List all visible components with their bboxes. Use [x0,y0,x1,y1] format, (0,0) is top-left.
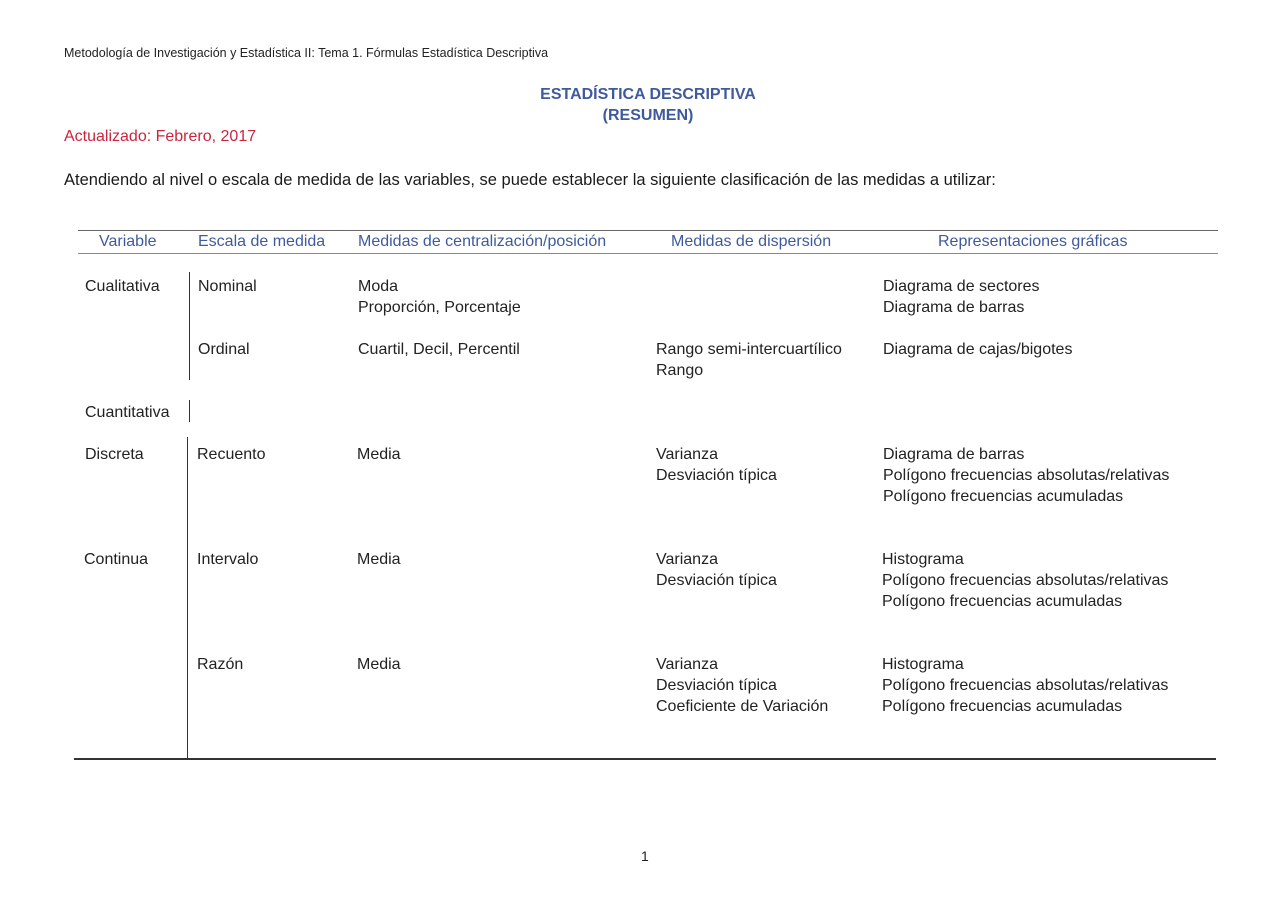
dispersion-item: Rango semi-intercuartílico [656,341,842,358]
table-bottom-rule [74,758,1216,760]
column-divider-middle [189,400,190,422]
dispersion-item: Varianza [656,656,718,673]
column-header-scale: Escala de medida [198,233,326,250]
document-subtitle: (RESUMEN) [602,107,694,124]
variable-cell: Cuantitativa [85,404,170,421]
column-header-variable: Variable [99,233,157,250]
variable-cell: Cualitativa [85,278,160,295]
scale-cell: Recuento [197,446,266,463]
central-cell [357,654,401,675]
graph-item: Diagrama de barras [883,446,1025,463]
graph-item: Histograma [882,551,964,568]
table-top-rule [78,230,1218,231]
column-header-central: Medidas de centralización/posición [358,233,607,250]
central-cell [358,276,521,318]
column-divider-lower [187,437,188,758]
graph-item: Polígono frecuencias absolutas/relativas [883,467,1170,484]
graph-item: Polígono frecuencias absolutas/relativas [882,572,1169,589]
graph-item: Polígono frecuencias acumuladas [882,698,1123,715]
column-header-graphs: Representaciones gráficas [938,233,1128,250]
page-number: 1 [641,848,649,864]
graphs-cell [882,654,1168,717]
dispersion-cell [656,339,842,381]
dispersion-item: Coeficiente de Variación [656,698,829,715]
graph-item: Polígono frecuencias acumuladas [883,488,1124,505]
graph-item: Diagrama de barras [883,299,1025,316]
dispersion-cell [656,549,777,591]
dispersion-item: Desviación típica [656,467,777,484]
dispersion-cell [656,444,777,486]
dispersion-item: Rango [656,362,704,379]
graphs-cell [883,444,1169,507]
central-cell [357,549,401,570]
dispersion-cell [656,654,828,717]
graph-item: Polígono frecuencias acumuladas [882,593,1123,610]
graphs-cell [882,549,1168,612]
central-item: Cuartil, Decil, Percentil [358,341,520,358]
graph-item: Diagrama de cajas/bigotes [883,341,1073,358]
graph-item: Polígono frecuencias absolutas/relativas [882,677,1169,694]
variable-cell: Discreta [85,446,144,463]
central-item: Proporción, Porcentaje [358,299,521,316]
central-cell [358,339,520,360]
dispersion-item: Desviación típica [656,677,777,694]
central-item: Media [357,656,401,673]
table-header-rule [78,253,1218,254]
running-header: Metodología de Investigación y Estadística II: Tema 1. Fórmulas Estadística Descriptiva [64,46,549,60]
column-header-dispersion: Medidas de dispersión [671,233,832,250]
scale-cell: Nominal [198,278,257,295]
graph-item: Histograma [882,656,964,673]
intro-paragraph: Atendiendo al nivel o escala de medida de las variables, se puede establecer la siguiente clasificación de las medidas a utilizar: [64,171,996,189]
scale-cell: Intervalo [197,551,259,568]
dispersion-item: Varianza [656,551,718,568]
graphs-cell [883,339,1072,360]
graphs-cell [883,276,1040,318]
scale-cell: Razón [197,656,244,673]
scale-cell: Ordinal [198,341,250,358]
central-cell [357,444,401,465]
updated-date: Actualizado: Febrero, 2017 [64,128,257,145]
graph-item: Diagrama de sectores [883,278,1040,295]
dispersion-item: Varianza [656,446,718,463]
central-item: Media [357,446,401,463]
dispersion-item: Desviación típica [656,572,777,589]
central-item: Moda [358,278,399,295]
central-item: Media [357,551,401,568]
document-title: ESTADÍSTICA DESCRIPTIVA [540,86,756,103]
variable-cell: Continua [84,551,149,568]
column-divider-upper [189,272,190,380]
